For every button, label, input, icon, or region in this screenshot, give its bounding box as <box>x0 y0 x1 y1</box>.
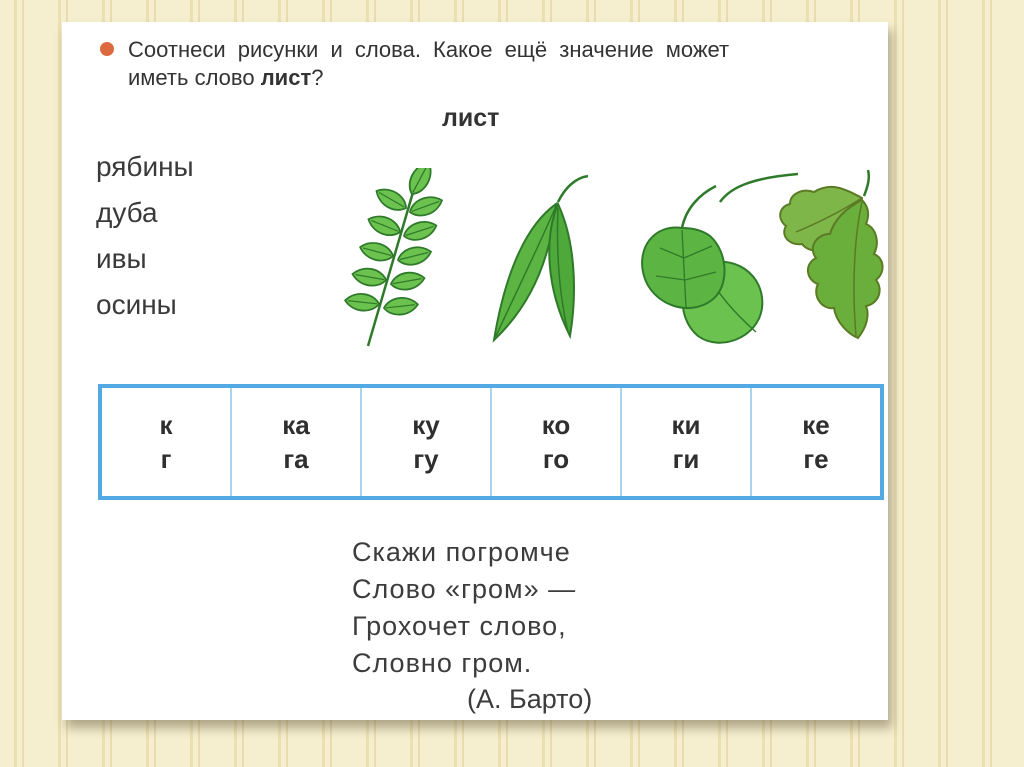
bullet-icon <box>100 42 114 56</box>
willow-leaf-icon <box>494 176 588 340</box>
poem-line: Скажи погромче <box>352 537 571 567</box>
word-list <box>96 144 194 328</box>
syllable-top: ка <box>282 410 310 440</box>
poem-line: Слово «гром» — <box>352 574 577 604</box>
syllable-bottom: га <box>283 444 309 474</box>
task-line-2 <box>128 64 888 92</box>
task-line-2-prefix: иметь слово <box>128 65 255 90</box>
syllable-top: ко <box>541 410 571 440</box>
textbook-page <box>62 22 888 720</box>
syllable-cell <box>232 388 362 496</box>
syllable-top: ку <box>412 410 440 440</box>
syllable-top: ке <box>802 410 830 440</box>
syllable-top: к <box>159 410 173 440</box>
syllable-cell <box>492 388 622 496</box>
leaf-illustrations <box>298 168 888 358</box>
syllable-bottom: ги <box>672 444 700 474</box>
task-keyword: лист <box>260 65 312 90</box>
rowan-leaf-icon <box>344 168 444 346</box>
word-item: рябины <box>96 151 194 182</box>
oak-leaf-icon <box>780 170 882 338</box>
syllable-cell <box>102 388 232 496</box>
word-item: осины <box>96 289 177 320</box>
task-line-1: Соотнеси рисунки и слова. Какое ещё значение может <box>128 37 730 62</box>
syllable-bottom: ге <box>803 444 829 474</box>
poem-author: (А. Барто) <box>467 684 593 714</box>
poem-line: Грохочет слово, <box>352 611 567 641</box>
word-item: дуба <box>96 197 158 228</box>
syllable-cell <box>752 388 880 496</box>
syllable-cell <box>622 388 752 496</box>
syllable-top: ки <box>671 410 701 440</box>
word-item: ивы <box>96 243 147 274</box>
poem <box>352 534 576 682</box>
aspen-leaf-icon <box>642 174 798 343</box>
syllable-bottom: го <box>542 444 570 474</box>
poem-line: Словно гром. <box>352 648 533 678</box>
syllable-table <box>98 384 884 500</box>
syllable-bottom: гу <box>413 444 439 474</box>
syllable-bottom: г <box>160 444 172 474</box>
headword: лист <box>442 104 500 132</box>
task-text <box>128 36 888 92</box>
task-line-2-suffix: ? <box>311 65 324 90</box>
syllable-cell <box>362 388 492 496</box>
